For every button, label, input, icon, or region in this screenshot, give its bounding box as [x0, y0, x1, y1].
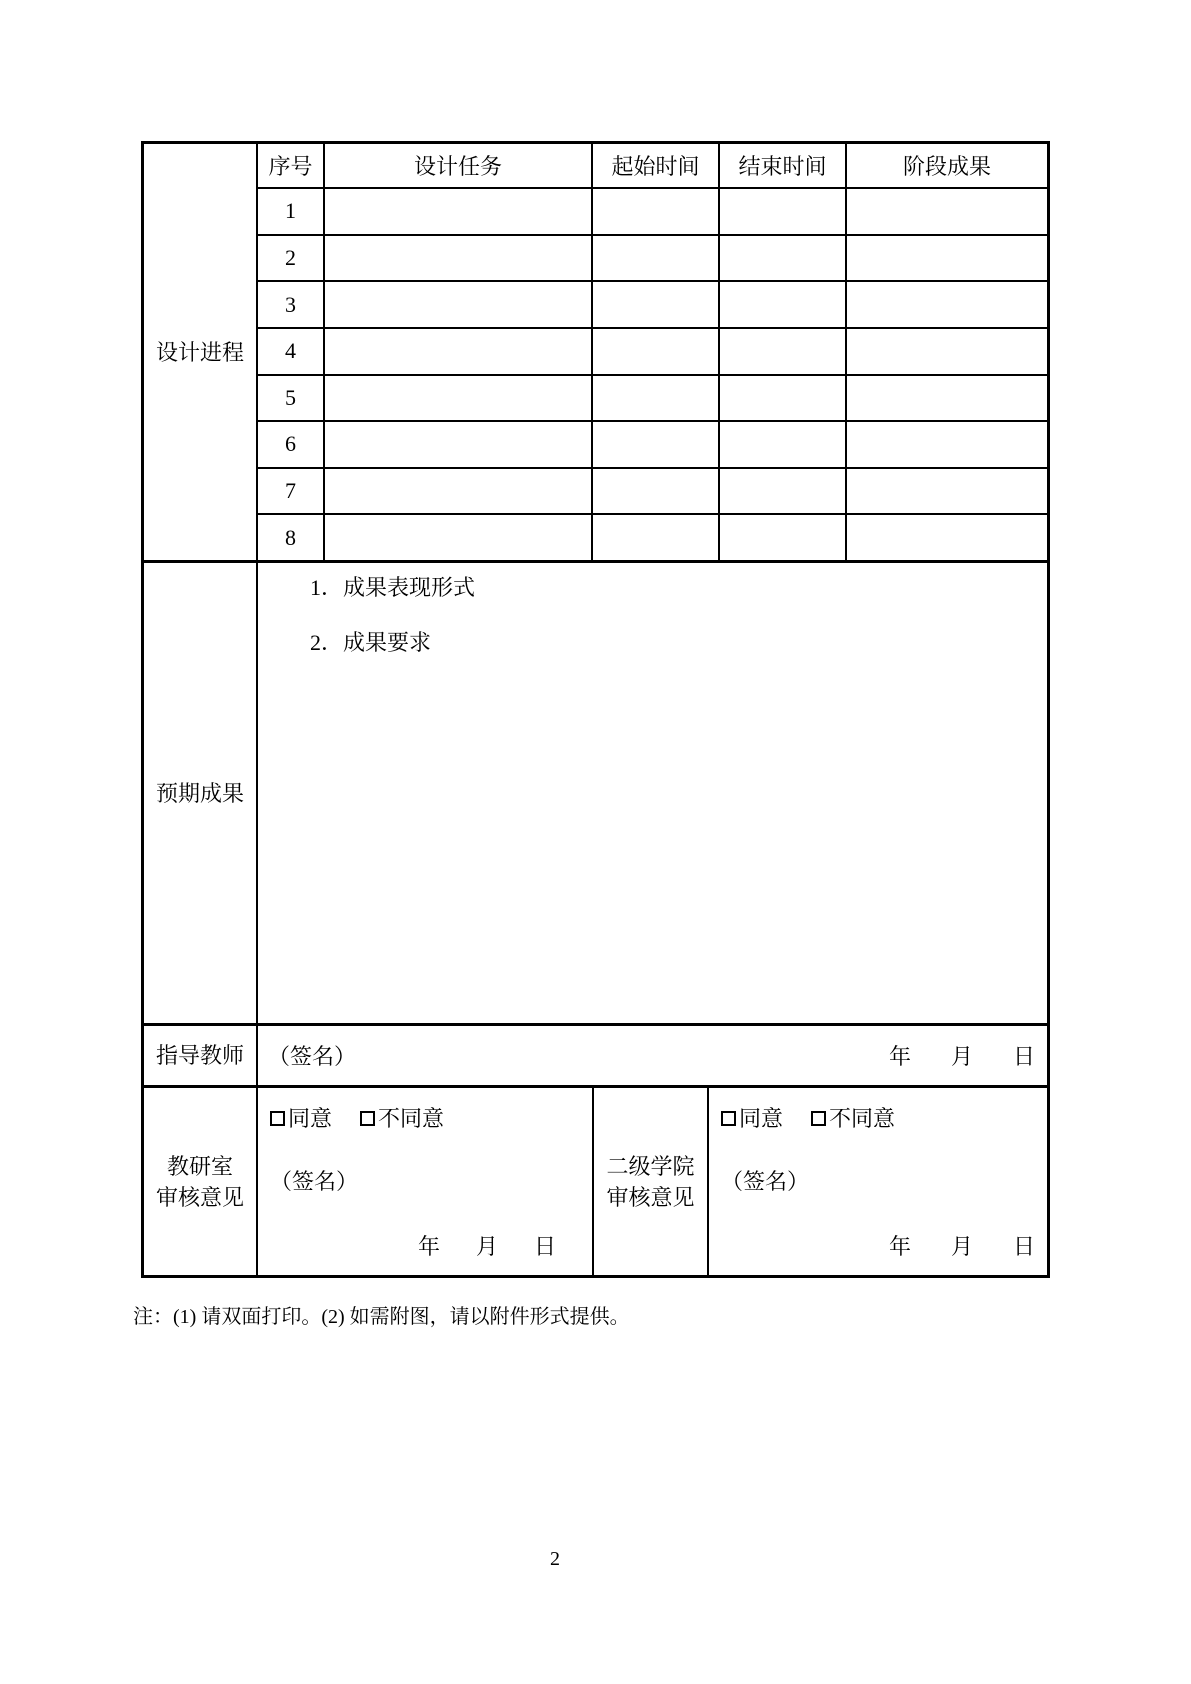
- advisor-date-line: [889, 1040, 1047, 1071]
- row-number-text: 3: [285, 291, 296, 317]
- disagree-label: 不同意: [378, 1106, 445, 1131]
- row-number-text: 2: [285, 244, 296, 270]
- college-agree-option: [721, 1104, 783, 1133]
- office-review-label-line1: 教研室: [166, 1153, 233, 1179]
- start-time-cell-empty: [593, 422, 720, 467]
- design-progress-row-4: [258, 327, 1047, 374]
- design-progress-label: [144, 144, 258, 560]
- header-cell-start-time: [593, 144, 720, 187]
- end-time-cell-empty: [720, 236, 847, 281]
- design-progress-section: [144, 144, 1047, 560]
- row-number-text: 7: [285, 478, 296, 504]
- result-cell-empty: [847, 236, 1047, 281]
- college-disagree-option: [811, 1104, 895, 1133]
- expected-results-content: [258, 563, 1047, 1023]
- month-label: 月: [950, 1234, 973, 1259]
- result-cell-empty: [847, 515, 1047, 560]
- page-number: 2: [550, 1548, 560, 1570]
- row-number-cell: [258, 469, 325, 514]
- result-cell-empty: [847, 329, 1047, 374]
- day-label: 日: [533, 1234, 556, 1259]
- advisor-label-text: 指导教师: [155, 1043, 244, 1068]
- design-progress-row-8: [258, 513, 1047, 560]
- advisor-label: [144, 1026, 258, 1085]
- office-review-options: [258, 1104, 592, 1133]
- result-cell-empty: [847, 469, 1047, 514]
- end-time-cell-empty: [720, 469, 847, 514]
- office-disagree-option: [360, 1104, 444, 1133]
- office-review-label: [144, 1088, 258, 1275]
- row-number-text: 1: [285, 198, 296, 224]
- checkbox-icon: [811, 1111, 826, 1126]
- college-review-label-line1: 二级学院: [606, 1153, 695, 1179]
- row-number-text: 5: [285, 384, 296, 410]
- office-date-line: [418, 1230, 592, 1261]
- start-time-cell-empty: [593, 329, 720, 374]
- task-cell-empty: [325, 376, 593, 421]
- row-number-cell: [258, 189, 325, 234]
- year-label: 年: [417, 1234, 440, 1259]
- end-time-cell-empty: [720, 189, 847, 234]
- design-progress-row-1: [258, 187, 1047, 234]
- office-agree-option: [270, 1104, 332, 1133]
- month-label: 月: [475, 1234, 498, 1259]
- office-review-label-line2: 审核意见: [155, 1184, 244, 1210]
- row-number-cell: [258, 422, 325, 467]
- row-number-cell: [258, 376, 325, 421]
- review-section: [144, 1085, 1047, 1275]
- row-number-text: 4: [285, 338, 296, 364]
- task-cell-empty: [325, 422, 593, 467]
- start-time-cell-empty: [593, 282, 720, 327]
- advisor-signature-cell: [258, 1026, 1047, 1085]
- college-review-cell: [709, 1088, 1047, 1275]
- design-progress-row-7: [258, 467, 1047, 514]
- start-time-cell-empty: [593, 236, 720, 281]
- row-number-cell: [258, 515, 325, 560]
- design-progress-row-2: [258, 234, 1047, 281]
- end-time-cell-empty: [720, 282, 847, 327]
- design-progress-row-3: [258, 280, 1047, 327]
- header-cell-result: [847, 144, 1047, 187]
- design-progress-header-row: [258, 144, 1047, 187]
- end-time-cell-empty: [720, 422, 847, 467]
- header-cell-task: [325, 144, 593, 187]
- result-cell-empty: [847, 189, 1047, 234]
- header-end-time-text: 结束时间: [738, 154, 827, 179]
- header-task-text: 设计任务: [413, 154, 502, 179]
- result-cell-empty: [847, 422, 1047, 467]
- month-label: 月: [950, 1044, 973, 1069]
- assignment-form-table: [141, 141, 1050, 1278]
- header-cell-end-time: [720, 144, 847, 187]
- header-cell-no: [258, 144, 325, 187]
- year-label: 年: [888, 1234, 911, 1259]
- design-progress-row-6: [258, 420, 1047, 467]
- checkbox-icon: [721, 1111, 736, 1126]
- expected-item-1: 1．成果表现形式: [310, 575, 476, 600]
- disagree-label: 不同意: [829, 1106, 896, 1131]
- start-time-cell-empty: [593, 469, 720, 514]
- checkbox-icon: [270, 1111, 285, 1126]
- advisor-signature-placeholder: （签名）: [268, 1044, 357, 1069]
- agree-label: 同意: [739, 1106, 784, 1131]
- row-number-cell: [258, 282, 325, 327]
- end-time-cell-empty: [720, 515, 847, 560]
- agree-label: 同意: [288, 1106, 333, 1131]
- start-time-cell-empty: [593, 376, 720, 421]
- row-number-cell: [258, 329, 325, 374]
- design-progress-grid: [258, 144, 1047, 560]
- college-signature-placeholder: （签名）: [721, 1169, 810, 1194]
- expected-results-label: [144, 563, 258, 1023]
- college-review-options: [709, 1104, 1047, 1133]
- end-time-cell-empty: [720, 376, 847, 421]
- design-progress-row-5: [258, 374, 1047, 421]
- college-review-label-line2: 审核意见: [606, 1184, 695, 1210]
- task-cell-empty: [325, 236, 593, 281]
- college-review-label: [594, 1088, 709, 1275]
- result-cell-empty: [847, 282, 1047, 327]
- day-label: 日: [1012, 1234, 1035, 1259]
- end-time-cell-empty: [720, 329, 847, 374]
- result-cell-empty: [847, 376, 1047, 421]
- college-date-line: [889, 1230, 1047, 1261]
- day-label: 日: [1012, 1044, 1035, 1069]
- task-cell-empty: [325, 189, 593, 234]
- row-number-cell: [258, 236, 325, 281]
- expected-results-label-text: 预期成果: [155, 780, 244, 806]
- start-time-cell-empty: [593, 189, 720, 234]
- expected-results-section: [144, 560, 1047, 1023]
- task-cell-empty: [325, 282, 593, 327]
- header-result-text: 阶段成果: [902, 154, 991, 179]
- office-signature-placeholder: （签名）: [270, 1169, 359, 1194]
- row-number-text: 6: [285, 431, 296, 457]
- task-cell-empty: [325, 515, 593, 560]
- year-label: 年: [888, 1044, 911, 1069]
- start-time-cell-empty: [593, 515, 720, 560]
- task-cell-empty: [325, 329, 593, 374]
- office-review-cell: [258, 1088, 594, 1275]
- header-no-text: 序号: [268, 154, 313, 179]
- expected-item-2: 2．成果要求: [310, 630, 432, 655]
- advisor-section: [144, 1023, 1047, 1085]
- checkbox-icon: [360, 1111, 375, 1126]
- header-start-time-text: 起始时间: [611, 154, 700, 179]
- task-cell-empty: [325, 469, 593, 514]
- print-note: 注：(1) 请双面打印。(2) 如需附图，请以附件形式提供。: [133, 1306, 630, 1328]
- row-number-text: 8: [285, 524, 296, 550]
- design-progress-label-text: 设计进程: [155, 339, 244, 365]
